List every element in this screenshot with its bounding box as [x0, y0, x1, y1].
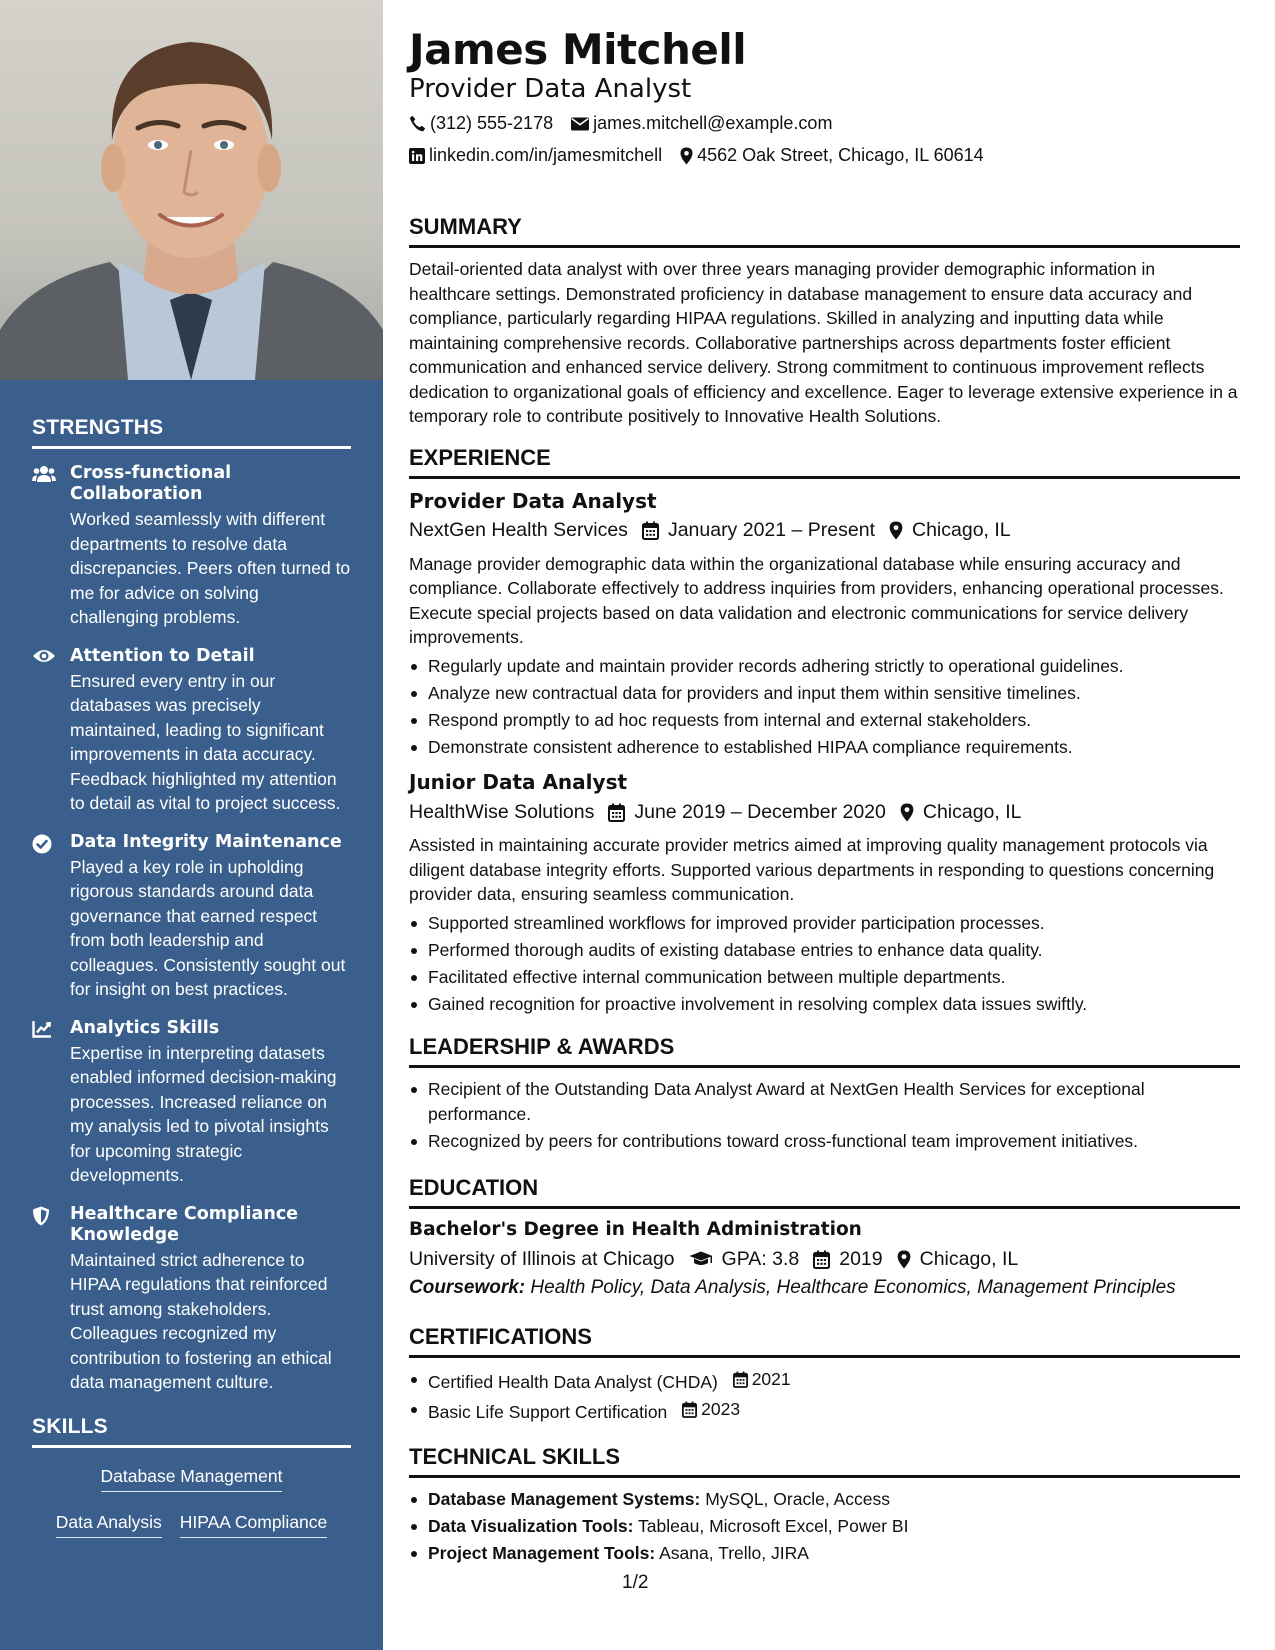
technical-skills-list [409, 1487, 1240, 1566]
users-icon [32, 463, 70, 630]
job-location: Chicago, IL [922, 800, 1022, 823]
strength-title: Analytics Skills [70, 1017, 220, 1038]
skill-chip: HIPAA Compliance [180, 1512, 328, 1538]
certification-year: 2021 [751, 1369, 791, 1389]
calendar-icon [642, 521, 659, 540]
calendar-icon [813, 1250, 830, 1269]
envelope-icon [571, 117, 589, 131]
skills-list [32, 1462, 351, 1538]
calendar-icon [608, 803, 625, 822]
address-contact [680, 145, 984, 166]
job-location: Chicago, IL [912, 519, 1011, 541]
linkedin-icon [409, 148, 425, 164]
strength-title: Attention to Detail [70, 645, 255, 666]
job-description: Assisted in maintaining accurate provider metrics aimed at improving quality management protocols via diligent database integrity efforts. Supported various departments in responding to questions concerning provider data, ensuring seamless communication. [409, 835, 1215, 904]
location-pin-icon [680, 147, 693, 165]
linkedin-text: linkedin.com/in/jamesmitchell [429, 145, 663, 165]
summary-text: Detail-oriented data analyst with over three years managing provider demographic information in healthcare settings. Demonstrated proficiency in database management to ensure data accuracy and compliance, particularly regarding HIPAA regulations. Skilled in analyzing and inputting data while maintaining comprehensive records. Collaborative partnerships across departments foster efficient communication and enhanced service delivery. Strong commitment to continuous improvement reflects dedication to organizational goals of efficiency and excellence. Eager to leverage extensive experience in a temporary role to contribute positively to Innovative Health Solutions. [409, 259, 1238, 426]
technical-skill-value: Tableau, Microsoft Excel, Power BI [638, 1516, 909, 1536]
leadership-heading: LEADERSHIP & AWARDS [409, 1034, 1240, 1068]
graduation-cap-icon [689, 1251, 713, 1267]
chart-line-icon [32, 1018, 70, 1188]
job-bullet: Performed thorough audits of existing database entries to enhance data quality. [409, 938, 1240, 963]
award-item: Recognized by peers for contributions toward cross-functional team improvement initiatives. [409, 1129, 1240, 1154]
coursework-label: Coursework: [409, 1277, 526, 1298]
education-heading: EDUCATION [409, 1175, 1240, 1209]
gpa-text: GPA: 3.8 [721, 1247, 800, 1270]
technical-skill-item [409, 1487, 1240, 1512]
job-title: Junior Data Analyst [409, 770, 628, 794]
job-dates: January 2021 – Present [667, 519, 875, 541]
check-circle-icon [32, 832, 70, 1002]
email-text: james.mitchell@example.com [593, 113, 833, 133]
main-content [409, 0, 1240, 1568]
technical-skill-item [409, 1541, 1240, 1566]
strength-text: Maintained strict adherence to HIPAA regulations that reinforced trust among stakeholders. Colleagues recognized my contribution to fostering an ethical data management culture. [70, 1249, 332, 1392]
contact-row [409, 111, 1240, 136]
strength-item [32, 832, 351, 1002]
job-bullet: Facilitated effective internal communication between multiple departments. [409, 965, 1240, 990]
phone-icon [409, 115, 426, 132]
candidate-name: James Mitchell [409, 25, 747, 74]
calendar-icon [733, 1371, 748, 1388]
school-name: University of Illinois at Chicago [409, 1247, 675, 1270]
strength-item [32, 646, 351, 816]
certifications-heading: CERTIFICATIONS [409, 1324, 1240, 1358]
phone-text: (312) 555-2178 [430, 113, 554, 133]
degree-title: Bachelor's Degree in Health Administration [409, 1219, 862, 1240]
technical-skill-item [409, 1514, 1240, 1539]
technical-skill-label: Data Visualization Tools: [428, 1516, 634, 1536]
strength-text: Worked seamlessly with different departments to resolve data discrepancies. Peers often turned to me for advice on solving challenging problems. [70, 509, 351, 627]
coursework-list: Health Policy, Data Analysis, Healthcare Economics, Management Principles [530, 1277, 1176, 1298]
strength-text: Played a key role in upholding rigorous standards around data governance that earned respect from both leadership and colleagues. Consistently sought out for insight on best practices. [70, 856, 346, 999]
strength-text: Expertise in interpreting datasets enabled informed decision-making processes. Increased reliance on my analysis led to pivotal insights for upcoming strategic developments. [70, 1042, 337, 1185]
job-bullet: Gained recognition for proactive involvement in resolving complex data issues swiftly. [409, 992, 1240, 1017]
certification-item [409, 1367, 1240, 1394]
contact-row [409, 143, 1240, 168]
experience-heading: EXPERIENCE [409, 445, 1240, 479]
technical-skill-value: Asana, Trello, JIRA [659, 1543, 809, 1563]
leadership-list [409, 1077, 1240, 1153]
summary-heading: SUMMARY [409, 214, 1240, 248]
job-bullet: Supported streamlined workflows for improved provider participation processes. [409, 911, 1240, 936]
job-bullet: Analyze new contractual data for providers and input them within sensitive timelines. [409, 681, 1240, 706]
technical-skill-label: Database Management Systems: [428, 1489, 701, 1509]
strength-title: Healthcare Compliance Knowledge [70, 1203, 299, 1245]
coursework [409, 1274, 1240, 1302]
location-pin-icon [900, 803, 914, 822]
company-name: HealthWise Solutions [409, 800, 595, 823]
company-name: NextGen Health Services [409, 519, 628, 541]
phone-contact[interactable] [409, 113, 553, 134]
certification-year: 2023 [701, 1398, 741, 1419]
graduation-year: 2019 [839, 1247, 883, 1270]
certification-name: Basic Life Support Certification [428, 1401, 668, 1422]
job-dates: June 2019 – December 2020 [634, 800, 886, 823]
page-number: 1/2 [622, 1572, 649, 1593]
job-bullets [409, 911, 1240, 1017]
school-location: Chicago, IL [919, 1247, 1019, 1270]
technical-skills-heading: TECHNICAL SKILLS [409, 1444, 1240, 1478]
sidebar [0, 0, 383, 1650]
shield-icon [32, 1204, 70, 1395]
strength-title: Cross-functional Collaboration [70, 463, 232, 504]
certifications-list [409, 1367, 1240, 1424]
strength-item [32, 1018, 351, 1188]
candidate-headline: Provider Data Analyst [409, 74, 692, 104]
job-description: Manage provider demographic data within the organizational database while ensuring accuracy and compliance. Collaborate effectively to address inquiries from providers, enhancing operational processes. Execute special projects based on data validation and electronic communications for service delivery improvements. [409, 553, 1224, 647]
skills-heading: SKILLS [32, 1415, 351, 1448]
job-meta [409, 518, 1240, 544]
job-entry [409, 488, 1240, 760]
award-item: Recipient of the Outstanding Data Analyst Award at NextGen Health Services for exceptional performance. [409, 1077, 1240, 1126]
job-meta [409, 799, 1240, 825]
strength-item [32, 463, 351, 630]
technical-skill-label: Project Management Tools: [428, 1543, 656, 1563]
job-bullet: Demonstrate consistent adherence to established HIPAA compliance requirements. [409, 735, 1240, 760]
location-pin-icon [897, 1250, 911, 1269]
address-text: 4562 Oak Street, Chicago, IL 60614 [697, 145, 984, 165]
job-entry [409, 769, 1240, 1016]
job-bullets [409, 654, 1240, 760]
linkedin-contact[interactable] [409, 145, 662, 166]
skill-chip: Data Analysis [56, 1512, 162, 1538]
calendar-icon [682, 1401, 697, 1418]
location-pin-icon [889, 521, 903, 540]
strength-text: Ensured every entry in our databases was precisely maintained, leading to significant improvements in data accuracy. Feedback highlighted my attention to detail as vital to project success. [70, 670, 341, 813]
strength-item [32, 1204, 351, 1395]
job-bullet: Respond promptly to ad hoc requests from internal and external stakeholders. [409, 708, 1240, 733]
job-bullet: Regularly update and maintain provider records adhering strictly to operational guidelines. [409, 654, 1240, 679]
email-contact[interactable] [571, 113, 832, 134]
eye-icon [32, 646, 70, 816]
certification-item [409, 1397, 1240, 1424]
technical-skill-value: MySQL, Oracle, Access [705, 1489, 890, 1509]
strength-title: Data Integrity Maintenance [70, 831, 342, 852]
strengths-heading: STRENGTHS [32, 416, 351, 449]
job-title: Provider Data Analyst [409, 488, 657, 513]
skill-chip: Database Management [101, 1466, 283, 1492]
education-meta [409, 1246, 1240, 1272]
profile-photo [0, 0, 383, 380]
certification-name: Certified Health Data Analyst (CHDA) [428, 1371, 718, 1392]
